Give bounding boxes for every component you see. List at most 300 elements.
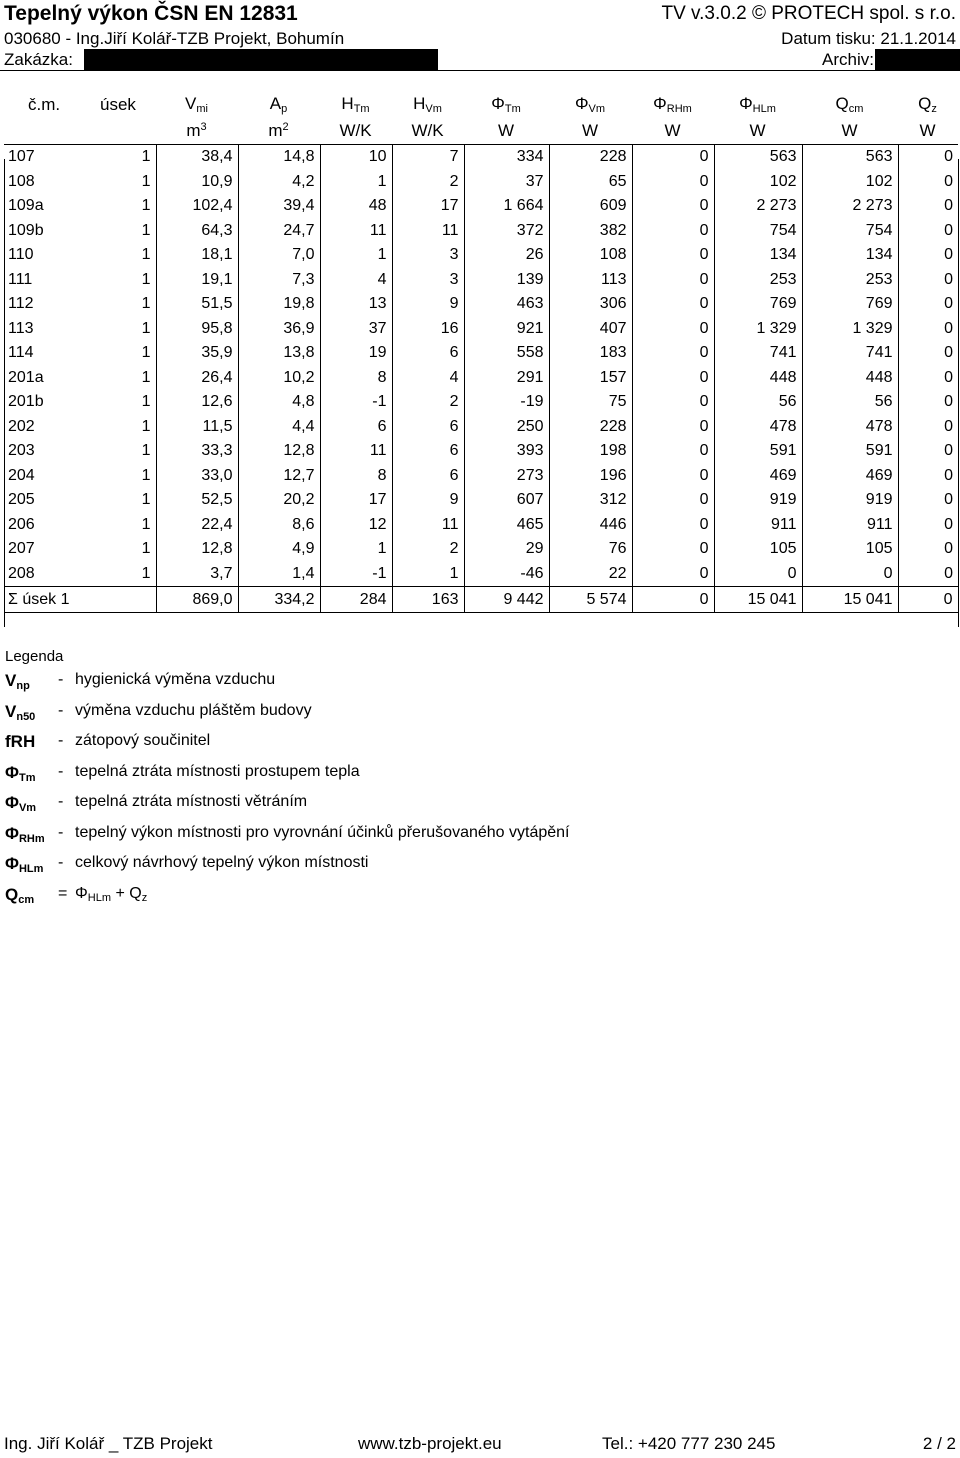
table-cell: 51,5 xyxy=(156,292,238,317)
room-number-cell: 208 xyxy=(8,564,35,582)
table-cell: 26 xyxy=(464,243,549,268)
table-cell: 0 xyxy=(944,368,953,386)
sum-cell: 15 041 xyxy=(802,587,898,613)
table-cell: 18,1 xyxy=(156,243,238,268)
table-cell: 1 664 xyxy=(464,194,549,219)
table-cell: 334 xyxy=(464,145,549,170)
legend-title: Legenda xyxy=(5,648,64,665)
table-cell: 1 xyxy=(82,145,156,170)
column-header: $\Phi_{Vm}$ xyxy=(574,94,606,115)
table-cell: 0 xyxy=(632,243,714,268)
table-cell: 12,7 xyxy=(238,464,320,489)
room-number-cell: 204 xyxy=(8,466,35,484)
legend-description: tepelný výkon místnosti pro vyrovnání účinků přerušovaného vytápění xyxy=(75,823,570,841)
table-cell: 16 xyxy=(392,317,464,342)
sum-cell: 284 xyxy=(320,587,392,613)
table-cell: 0 xyxy=(944,319,953,337)
table-cell: 134 xyxy=(714,243,802,268)
table-cell: 12,6 xyxy=(156,390,238,415)
table-cell: 0 xyxy=(944,197,953,215)
column-unit: W xyxy=(714,117,802,145)
table-row xyxy=(4,292,958,317)
table-cell: 921 xyxy=(464,317,549,342)
table-cell: 65 xyxy=(549,170,632,195)
table-cell: 48 xyxy=(320,194,392,219)
table-row xyxy=(4,439,958,464)
table-cell: 0 xyxy=(944,246,953,264)
legend-description: celkový návrhový tepelný výkon místnosti xyxy=(75,854,369,871)
table-cell: 102,4 xyxy=(156,194,238,219)
table-cell: 4,2 xyxy=(238,170,320,195)
table-row xyxy=(4,243,958,268)
room-number-cell: 206 xyxy=(8,515,35,533)
table-row xyxy=(4,415,958,440)
sum-cell: 9 442 xyxy=(464,587,549,613)
table-cell: 0 xyxy=(632,194,714,219)
room-number-cell: 107 xyxy=(8,148,35,166)
column-unit: $m^2$ xyxy=(238,117,320,145)
table-cell: 7 xyxy=(392,145,464,170)
table-cell: 306 xyxy=(549,292,632,317)
table-cell: 1 xyxy=(82,243,156,268)
table-units-row xyxy=(4,117,958,145)
table-cell: 273 xyxy=(464,464,549,489)
sum-cell: 869,0 xyxy=(156,587,238,613)
table-cell: 2 273 xyxy=(714,194,802,219)
sum-cell: 0 xyxy=(898,587,958,613)
table-row xyxy=(4,170,958,195)
table-cell: 19,8 xyxy=(238,292,320,317)
table-cell: 6 xyxy=(392,439,464,464)
table-row xyxy=(4,219,958,244)
column-header: $A_p$ xyxy=(269,94,288,115)
room-number-cell: 201b xyxy=(8,393,44,411)
legend-item xyxy=(5,884,148,916)
table-cell: 1 xyxy=(82,537,156,562)
table-cell: 36,9 xyxy=(238,317,320,342)
sum-cell: 0 xyxy=(632,587,714,613)
legend-symbol: fRH xyxy=(5,732,36,751)
table-cell: 105 xyxy=(802,537,898,562)
table-cell: 1 xyxy=(82,219,156,244)
sum-cell: 5 574 xyxy=(549,587,632,613)
table-cell: 76 xyxy=(549,537,632,562)
footer-page-number: 2 / 2 xyxy=(922,1434,956,1453)
table-cell: 4 xyxy=(392,366,464,391)
room-number-cell: 109b xyxy=(8,221,44,239)
table-cell: -1 xyxy=(320,390,392,415)
sum-label: Σ úsek 1 xyxy=(4,587,156,613)
table-cell: 11 xyxy=(392,219,464,244)
legend-separator: - xyxy=(58,854,64,871)
table-cell: 769 xyxy=(802,292,898,317)
column-unit: W xyxy=(898,117,958,145)
table-cell: 1 xyxy=(320,537,392,562)
table-cell: 754 xyxy=(802,219,898,244)
table-cell: 35,9 xyxy=(156,341,238,366)
table-cell: 1 xyxy=(320,170,392,195)
table-cell: 4,4 xyxy=(238,415,320,440)
table-cell: 469 xyxy=(714,464,802,489)
legend-description: zátopový součinitel xyxy=(75,732,211,749)
column-unit: W xyxy=(632,117,714,145)
table-cell: 7,0 xyxy=(238,243,320,268)
table-cell: 17 xyxy=(320,488,392,513)
column-unit: W/K xyxy=(320,117,392,145)
table-cell: 39,4 xyxy=(238,194,320,219)
table-cell: 4,8 xyxy=(238,390,320,415)
table-cell: 0 xyxy=(944,270,953,288)
table-cell: 0 xyxy=(632,464,714,489)
table-cell: 105 xyxy=(714,537,802,562)
legend-symbol: $Q_{cm}$ xyxy=(5,884,35,906)
table-cell: 911 xyxy=(802,513,898,538)
sum-row xyxy=(4,587,958,613)
footer-website: www.tzb-projekt.eu xyxy=(358,1434,502,1453)
legend-separator: - xyxy=(58,823,64,841)
legend-description: $\Phi_{HLm} + Q_z$ xyxy=(75,884,148,904)
legend-separator: - xyxy=(58,793,64,810)
table-cell: 8 xyxy=(320,464,392,489)
table-cell: 478 xyxy=(714,415,802,440)
heat-output-table xyxy=(4,92,959,613)
table-cell: 0 xyxy=(632,292,714,317)
table-cell: 0 xyxy=(632,390,714,415)
table-row xyxy=(4,268,958,293)
table-cell: 14,8 xyxy=(238,145,320,170)
table-cell: 157 xyxy=(549,366,632,391)
table-cell: 0 xyxy=(944,172,953,190)
column-header: úsek xyxy=(100,94,136,114)
table-cell: 52,5 xyxy=(156,488,238,513)
table-cell: 19 xyxy=(320,341,392,366)
table-cell: 0 xyxy=(632,170,714,195)
table-cell: 1 xyxy=(82,562,156,587)
legend-symbol: $V_{n50}$ xyxy=(5,701,36,723)
legend-item xyxy=(5,732,211,763)
column-unit: W/K xyxy=(392,117,464,145)
table-cell: 741 xyxy=(714,341,802,366)
table-cell: 0 xyxy=(944,221,953,239)
table-cell: 3 xyxy=(392,268,464,293)
column-header: $V_{mi}$ xyxy=(185,94,208,115)
table-cell: 33,0 xyxy=(156,464,238,489)
table-cell: 919 xyxy=(802,488,898,513)
table-cell: 1 xyxy=(82,439,156,464)
redacted-archive-box xyxy=(875,49,960,71)
table-cell: 609 xyxy=(549,194,632,219)
table-cell: 17 xyxy=(392,194,464,219)
table-cell: 469 xyxy=(802,464,898,489)
table-cell: 0 xyxy=(632,268,714,293)
table-cell: 38,4 xyxy=(156,145,238,170)
project-name: 030680 - Ing.Jiří Kolář-TZB Projekt, Bohumín xyxy=(4,29,345,48)
print-date: Datum tisku: 21.1.2014 xyxy=(781,29,956,48)
legend-description: tepelná ztráta místnosti prostupem tepla xyxy=(75,762,360,780)
column-header: $H_{Tm}$ xyxy=(341,94,370,115)
legend-symbol: $\Phi_{HLm}$ xyxy=(5,854,44,875)
legend-item xyxy=(5,854,369,885)
table-cell: 253 xyxy=(802,268,898,293)
table-cell: 113 xyxy=(549,268,632,293)
table-cell: 6 xyxy=(320,415,392,440)
table-cell: 1 xyxy=(82,317,156,342)
table-cell: 9 xyxy=(392,292,464,317)
table-header-row xyxy=(4,92,958,117)
table-cell: 448 xyxy=(714,366,802,391)
order-label: Zakázka: xyxy=(4,50,73,69)
table-cell: 0 xyxy=(944,442,953,460)
table-row xyxy=(4,537,958,562)
table-cell: 6 xyxy=(392,464,464,489)
table-cell: 291 xyxy=(464,366,549,391)
table-cell: 4 xyxy=(320,268,392,293)
table-cell: 0 xyxy=(944,417,953,435)
table-cell: 0 xyxy=(944,393,953,411)
table-cell: 563 xyxy=(714,145,802,170)
legend-description: tepelná ztráta místnosti větráním xyxy=(75,793,308,810)
sum-cell: 334,2 xyxy=(238,587,320,613)
column-unit: W xyxy=(549,117,632,145)
footer-author: Ing. Jiří Kolář _ TZB Projekt xyxy=(4,1434,213,1453)
legend-separator: = xyxy=(58,884,68,902)
table-cell: 22,4 xyxy=(156,513,238,538)
table-cell: 393 xyxy=(464,439,549,464)
table-cell: 0 xyxy=(632,513,714,538)
table-cell: 0 xyxy=(632,439,714,464)
table-cell: 13 xyxy=(320,292,392,317)
table-cell: 741 xyxy=(802,341,898,366)
table-cell: 6 xyxy=(392,341,464,366)
table-row xyxy=(4,562,958,587)
table-cell: 1 xyxy=(82,513,156,538)
table-cell: 0 xyxy=(632,415,714,440)
table-cell: 11 xyxy=(320,439,392,464)
table-cell: 102 xyxy=(714,170,802,195)
table-cell: 1 xyxy=(82,464,156,489)
table-cell: 0 xyxy=(944,515,953,533)
table-cell: 134 xyxy=(802,243,898,268)
table-row xyxy=(4,513,958,538)
table-cell: 0 xyxy=(632,488,714,513)
column-header: $\Phi_{Tm}$ xyxy=(491,94,521,115)
table-cell: 64,3 xyxy=(156,219,238,244)
table-cell: 465 xyxy=(464,513,549,538)
table-cell: 183 xyxy=(549,341,632,366)
table-cell: 382 xyxy=(549,219,632,244)
column-unit: W xyxy=(464,117,549,145)
column-unit xyxy=(4,117,82,145)
table-cell: 95,8 xyxy=(156,317,238,342)
table-cell: 11,5 xyxy=(156,415,238,440)
legend-symbol: $V_{np}$ xyxy=(5,671,30,692)
table-cell: 1 xyxy=(82,292,156,317)
column-header: $Q_{cm}$ xyxy=(835,94,864,115)
table-cell: 102 xyxy=(802,170,898,195)
room-number-cell: 109a xyxy=(8,197,44,215)
table-cell: 0 xyxy=(944,540,953,558)
archive-label: Archiv: xyxy=(822,50,874,69)
table-cell: -1 xyxy=(320,562,392,587)
table-cell: 2 273 xyxy=(802,194,898,219)
table-cell: 228 xyxy=(549,145,632,170)
table-cell: 919 xyxy=(714,488,802,513)
table-cell: 1 329 xyxy=(802,317,898,342)
table-cell: 446 xyxy=(549,513,632,538)
redacted-order-box xyxy=(84,49,438,71)
table-cell: 372 xyxy=(464,219,549,244)
table-cell: 1 xyxy=(82,194,156,219)
table-cell: 1 xyxy=(82,488,156,513)
column-header: č.m. xyxy=(28,94,61,114)
table-cell: 12,8 xyxy=(238,439,320,464)
table-cell: 0 xyxy=(632,366,714,391)
table-cell: 591 xyxy=(802,439,898,464)
table-cell: 312 xyxy=(549,488,632,513)
legend-symbol: $\Phi_{Tm}$ xyxy=(5,762,36,784)
table-cell: 56 xyxy=(714,390,802,415)
room-number-cell: 203 xyxy=(8,442,35,460)
table-cell: 0 xyxy=(802,562,898,587)
room-number-cell: 111 xyxy=(8,270,33,288)
table-cell: 1 xyxy=(82,341,156,366)
table-cell: 0 xyxy=(632,562,714,587)
legend-item xyxy=(5,701,312,733)
room-number-cell: 114 xyxy=(8,344,34,362)
table-cell: 10 xyxy=(320,145,392,170)
legend-separator: - xyxy=(58,701,64,719)
table-cell: 558 xyxy=(464,341,549,366)
table-row xyxy=(4,341,958,366)
table-cell: -19 xyxy=(464,390,549,415)
table-cell: 20,2 xyxy=(238,488,320,513)
table-cell: 1 xyxy=(82,366,156,391)
table-cell: 11 xyxy=(392,513,464,538)
room-number-cell: 108 xyxy=(8,172,35,190)
table-row xyxy=(4,194,958,219)
table-cell: 1,4 xyxy=(238,562,320,587)
table-cell: 228 xyxy=(549,415,632,440)
table-cell: 0 xyxy=(944,466,953,484)
table-cell: 196 xyxy=(549,464,632,489)
table-cell: 29 xyxy=(464,537,549,562)
table-row xyxy=(4,464,958,489)
table-cell: 563 xyxy=(802,145,898,170)
legend-item xyxy=(5,671,276,702)
table-cell: 108 xyxy=(549,243,632,268)
table-row xyxy=(4,390,958,415)
table-cell: 478 xyxy=(802,415,898,440)
table-cell: 1 xyxy=(82,268,156,293)
legend-description: hygienická výměna vzduchu xyxy=(75,671,276,688)
table-cell: 0 xyxy=(632,219,714,244)
room-number-cell: 202 xyxy=(8,417,35,435)
table-cell: 8,6 xyxy=(238,513,320,538)
legend-description: výměna vzduchu pláštěm budovy xyxy=(75,701,312,719)
column-header: $\Phi_{HLm}$ xyxy=(739,94,776,115)
table-cell: 139 xyxy=(464,268,549,293)
table-cell: 3 xyxy=(392,243,464,268)
legend-symbol: $\Phi_{RHm}$ xyxy=(5,823,45,845)
table-cell: 1 xyxy=(392,562,464,587)
table-cell: 1 xyxy=(320,243,392,268)
table-cell: 75 xyxy=(549,390,632,415)
table-cell: 19,1 xyxy=(156,268,238,293)
report-title: Tepelný výkon ČSN EN 12831 xyxy=(4,2,298,25)
table-cell: 13,8 xyxy=(238,341,320,366)
table-cell: 6 xyxy=(392,415,464,440)
table-cell: 591 xyxy=(714,439,802,464)
table-cell: 0 xyxy=(944,491,953,509)
table-cell: 0 xyxy=(944,295,953,313)
column-header: $H_{Vm}$ xyxy=(413,94,442,115)
table-cell: 1 xyxy=(82,170,156,195)
room-number-cell: 110 xyxy=(8,246,34,264)
table-cell: 12,8 xyxy=(156,537,238,562)
table-cell: 2 xyxy=(392,170,464,195)
table-cell: 198 xyxy=(549,439,632,464)
table-cell: 0 xyxy=(632,145,714,170)
room-number-cell: 113 xyxy=(8,319,34,337)
legend-item xyxy=(5,793,308,824)
legend-symbol: $\Phi_{Vm}$ xyxy=(5,793,37,814)
table-cell: 56 xyxy=(802,390,898,415)
table-cell: -46 xyxy=(464,562,549,587)
table-cell: 4,9 xyxy=(238,537,320,562)
table-cell: 1 329 xyxy=(714,317,802,342)
table-cell: 24,7 xyxy=(238,219,320,244)
table-cell: 10,9 xyxy=(156,170,238,195)
table-cell: 11 xyxy=(320,219,392,244)
table-cell: 754 xyxy=(714,219,802,244)
table-cell: 0 xyxy=(944,344,953,362)
table-cell: 1 xyxy=(82,415,156,440)
table-cell: 26,4 xyxy=(156,366,238,391)
table-cell: 0 xyxy=(632,341,714,366)
table-cell: 7,3 xyxy=(238,268,320,293)
table-cell: 1 xyxy=(82,390,156,415)
table-cell: 769 xyxy=(714,292,802,317)
table-cell: 448 xyxy=(802,366,898,391)
table-cell: 911 xyxy=(714,513,802,538)
table-cell: 463 xyxy=(464,292,549,317)
room-number-cell: 201a xyxy=(8,368,44,386)
column-unit xyxy=(82,117,156,145)
table-row xyxy=(4,488,958,513)
legend-separator: - xyxy=(58,732,64,749)
sum-cell: 15 041 xyxy=(714,587,802,613)
legend-separator: - xyxy=(58,671,64,688)
table-cell: 0 xyxy=(632,317,714,342)
table-cell: 0 xyxy=(632,537,714,562)
legend-separator: - xyxy=(58,762,64,780)
table-cell: 9 xyxy=(392,488,464,513)
legend xyxy=(5,648,570,915)
room-number-cell: 112 xyxy=(8,295,34,313)
table-cell: 10,2 xyxy=(238,366,320,391)
table-row xyxy=(4,366,958,391)
table-cell: 0 xyxy=(944,148,953,166)
table-row xyxy=(4,145,958,170)
column-unit: W xyxy=(802,117,898,145)
legend-item xyxy=(5,762,360,794)
room-number-cell: 207 xyxy=(8,540,35,558)
table-cell: 37 xyxy=(464,170,549,195)
room-number-cell: 205 xyxy=(8,491,35,509)
table-row xyxy=(4,317,958,342)
table-cell: 33,3 xyxy=(156,439,238,464)
sum-cell: 163 xyxy=(392,587,464,613)
